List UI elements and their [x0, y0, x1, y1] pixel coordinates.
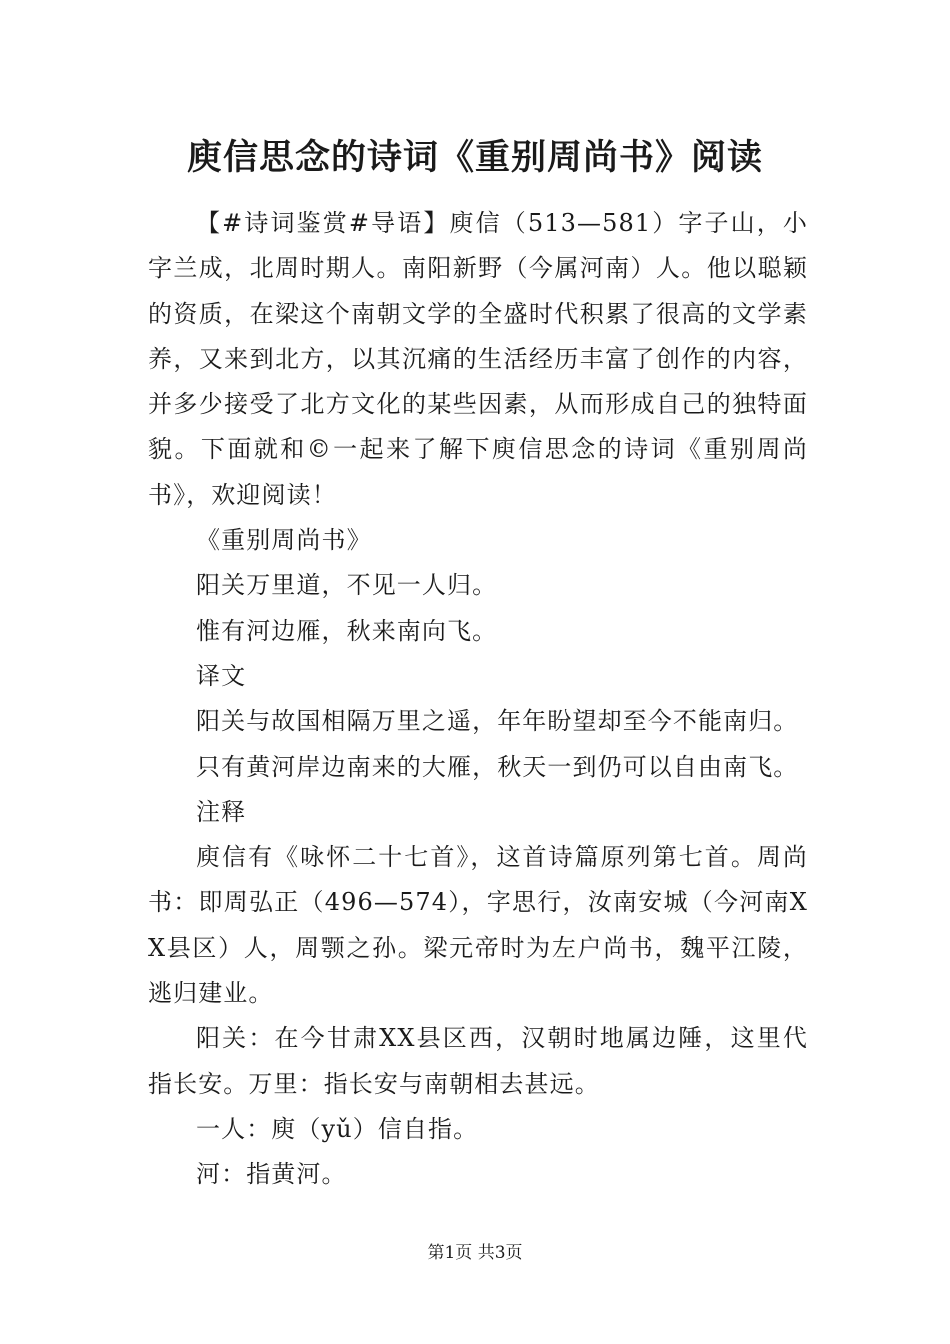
document-title: 庾信思念的诗词《重别周尚书》阅读 — [186, 137, 763, 178]
translation-line-1: 阳关与故国相隔万里之遥，年年盼望却至今不能南归。 — [196, 707, 799, 736]
poem-title: 《重别周尚书》 — [196, 526, 372, 555]
poem-line-1: 阳关万里道，不见一人归。 — [196, 571, 498, 600]
translation-heading: 译文 — [196, 661, 247, 690]
note-paragraph: 河：指黄河。 — [196, 1160, 347, 1189]
poem-line-2: 惟有河边雁，秋来南向飞。 — [196, 616, 498, 645]
note-paragraph: 阳关：在今甘肃XX县区西，汉朝时地属边陲，这里代指长安。万里：指长安与南朝相去甚远。 — [148, 1024, 808, 1098]
page-footer: 第1页 共3页 — [427, 1243, 523, 1263]
note-paragraph: 庾信有《咏怀二十七首》，这首诗篇原列第七首。周尚书：即周弘正（496—574），字思行，汝南安城（今河南XX县区）人，周颚之孙。梁元帝时为左户尚书，魏平江陵，逃归建业。 — [148, 843, 808, 1008]
note-paragraph: 一人：庾（yǔ）信自指。 — [196, 1114, 479, 1143]
notes-heading: 注释 — [196, 797, 247, 826]
translation-line-2: 只有黄河岸边南来的大雁，秋天一到仍可以自由南飞。 — [196, 752, 799, 781]
document-body — [148, 201, 808, 1198]
intro-paragraph: 【#诗词鉴赏#导语】庾信（513—581）字子山，小字兰成，北周时期人。南阳新野（今属河南）人。他以聪颖的资质，在梁这个南朝文学的全盛时代积累了很高的文学素养，又来到北方，以其沉痛的生活经历丰富了创作的内容，并多少接受了北方文化的某些因素，从而形成自己的独特面貌。下面就和©一起来了解下庾信思念的诗词《重别周尚书》，欢迎阅读！ — [148, 209, 808, 509]
